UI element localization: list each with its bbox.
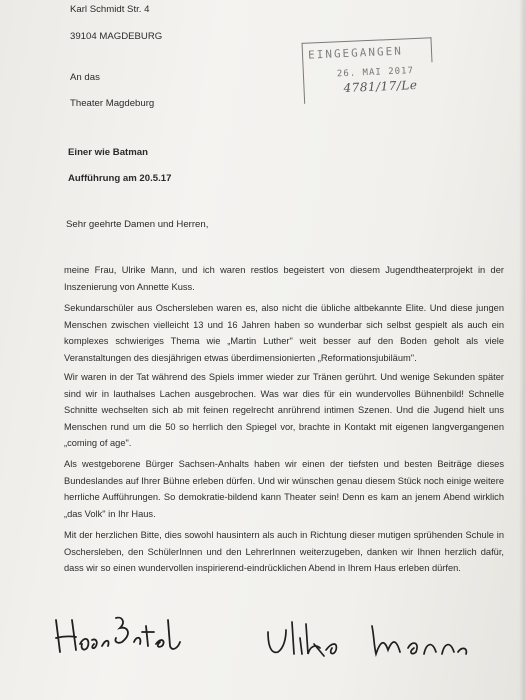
signature-ulrike-mann (262, 618, 512, 666)
stamp-handwritten-number: 4781/17/Le (343, 77, 418, 96)
sender-street: Karl Schmidt Str. 4 (70, 4, 150, 15)
paragraph-5: Mit der herzlichen Bitte, dies sowohl hausintern als auch in Richtung dieser mutigen sprühenden Schule in Oschersleben, den SchülerInnen und den LehrerInnen weiterzugeben, danken wir Ihnen herzlich dafür, dass wir so einen wundervollen inspirierend-eindrücklichen Abend in Ihrem Haus erleben dürfen. (64, 530, 504, 573)
subject-title: Einer wie Batman (68, 147, 148, 158)
page-edge-shadow (519, 0, 525, 700)
paragraph-3: Wir waren in der Tat während des Spiels immer wieder zur Tränen gerührt. Und wenige Sekunden später sind wir in lauthalses Lachen ausgebrochen. Was war dies für ein wundervolles Bühnenbild! Schnelle Schnitte wechselten sich ab mit feinen regelrecht anrührend intimen Szenen. Und die Jugend hielt uns Menschen rund um die 50 so herrlich den Spiegel vor, brachte in Kontakt mit eigenen langvergangenen „coming of age". (64, 372, 504, 448)
stamp-date: 26. MAI 2017 (336, 66, 415, 80)
recipient-line-1: An das (70, 72, 100, 83)
recipient-line-2: Theater Magdeburg (70, 98, 155, 109)
paragraph-2: Sekundarschüler aus Oschersleben waren es, also nicht die übliche altbekannte Elite. Und diese jungen Menschen zwischen vielleicht 13 und 16 Jahren haben so wunderbar sich selbst gespielt als auch ein komplexes schwieriges Thema wie „Martin Luther" weit besser auf den Boden geholt als viele Veranstaltungen des diesjährigen etwas überdimensionierten „Reformationsjubiläum". (64, 303, 504, 363)
salutation: Sehr geehrte Damen und Herren, (66, 219, 209, 230)
stamp-title: EINGEGANGEN (307, 44, 404, 62)
paragraph-4: Als westgeborene Bürger Sachsen-Anhalts haben wir einen der tiefsten und besten Beiträge dieses Bundeslandes auf Ihrer Bühne erleben dürfen. Und wir wünschen genau diesem Stück noch einige weitere herrliche Aufführungen. So demokratie-bildend kann Theater sein! Denn es kam an jenem Abend wirklich „das Volk" in Ihr Haus. (64, 459, 504, 519)
received-stamp (302, 37, 437, 113)
paragraph-1: meine Frau, Ulrike Mann, und ich waren restlos begeistert von diesem Jugendtheaterprojekt in der Inszenierung von Annette Kuss. (64, 265, 504, 292)
sender-city: 39104 MAGDEBURG (70, 31, 163, 42)
subject-performance: Aufführung am 20.5.17 (68, 173, 172, 184)
signature-hans-bartsch (50, 612, 220, 660)
